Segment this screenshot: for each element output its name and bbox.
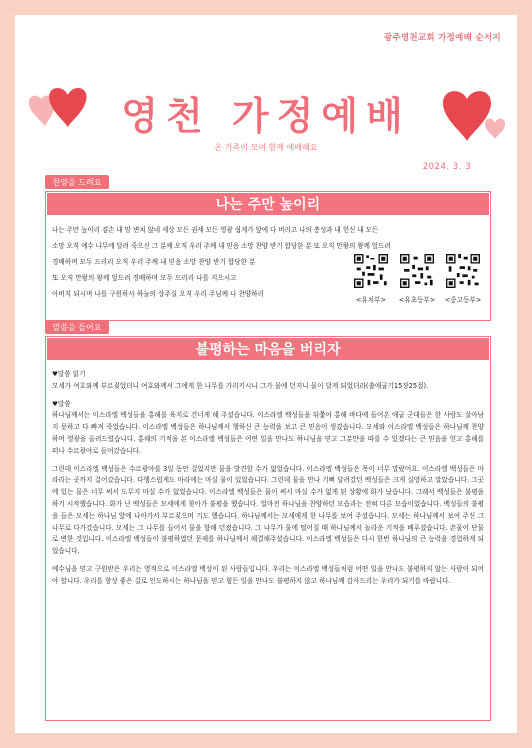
qr-code-icon	[446, 254, 480, 288]
qr-youth[interactable]	[444, 254, 482, 304]
message-heading: ♥말씀	[52, 399, 71, 408]
praise-section-tab: 찬양을 드려요	[45, 175, 109, 189]
sermon-paragraph: 그런데 이스라엘 백성들은 수르광야를 3일 동안 걸었지만 물을 발견할 수가 없었습니다. 이스라엘 백성들은 목이 너무 말랐어요. 이스라엘 백성들은 마라라는 곳까지 걸어갔습니다. 다행스럽게도 마라에는 마실 물이 있었습니다. 그런데 물을 만나 기뻐 달려갔던 백성들은 크게 실망하고 말았습니다. 그곳에 있는 물은 너무 써서 도무지 마실 수가 없었습니다. 이스라엘 백성들은 물이 써서 마실 수가 없게 된 상황에 화가 났습니다. 그래서 백성들은 불평을 하기 시작했습니다. 화가 난 백성들은 모세에게 찾아가 불평을 했습니다. 얼마전 하나님을 찬양하던 모습과는 전혀 다른 모습이었습니다. 백성들의 불평을 들은 모세는 하나님 앞에 나아가서 부르짖으며 기도 했습니다. 하나님께서는 모세에게 한 나무를 보여 주셨습니다. 모세는 하나님께서 보여 주신 그 나무로 다가갔습니다. 모세는 그 나무를 들어서 물을 향해 던졌습니다. 그 나무가 물에 떨어질 때 하나님께서 놀라운 기적을 베푸셨습니다. 쓴물이 단물로 변한 것입니다. 이스라엘 백성들이 불평하였던 문제를 하나님께서 해결해주셨습니다. 이스라엘 백성들은 다시 한번 하나님의 큰 능력을 경험하게 되었습니다.	[52, 464, 484, 556]
qr-label: <유초등부>	[398, 296, 436, 304]
reading-heading: ♥말씀 읽기	[52, 370, 86, 378]
qr-label: <중고등부>	[444, 296, 482, 304]
song-title: 나는 주만 높이리	[47, 193, 489, 215]
lyrics-line: 소망 오직 예수 나무에 달려 죽으신 그 분께 오직 우리 주께 내 믿음 소망 찬양 받기 합당한 분 또 오직 만왕의 왕께 엎드려	[52, 242, 391, 250]
bulletin-date: 2024. 3. 3	[422, 162, 471, 172]
qr-elementary[interactable]	[398, 254, 436, 304]
scripture-text: 모세가 여호와께 부르짖었더니 여호와께서 그에게 한 나무를 가리키시니 그가 물에 던지니 물이 달게 되었더라(출애굽기15장25절).	[52, 381, 429, 390]
qr-kindergarten[interactable]	[352, 254, 390, 304]
church-label: 광주영천교회 가정예배 순서지	[383, 33, 501, 43]
bulletin-page	[15, 15, 517, 733]
qr-code-icon	[354, 254, 388, 288]
sermon-paragraph: 하나님께서는 이스라엘 백성들을 홍해를 육지로 건너게 해 주셨습니다. 이스라엘 백성들을 뒤쫓아 홍해 바다에 들어온 애굽 군대들은 한 사람도 살아남지 못하고 다 빠져 죽었습니다. 이스라엘 백성들은 하나님께서 행하신 큰 능력을 보고 큰 믿음이 생겼습니다. 모세와 이스라엘 백성들은 하나님께 찬양하며 영광을 올려드렸습니다. 홍해의 기적을 본 이스라엘 백성들은 어떤 일을 만나도 하나님을 믿고 그분만을 따를 수 있겠다는 큰 믿음을 얻고 홍해를 떠나 수르광야로 들어갔습니다.	[52, 411, 484, 455]
lyrics-line: 아버지 되시며 나를 구원하사 하늘의 상주실 오직 우리 주님께 나 찬양하리	[52, 290, 265, 298]
sermon-title: 불평하는 마음을 버리자	[47, 338, 489, 360]
qr-label: <유치부>	[355, 296, 387, 304]
lyrics-line: 또 오직 만왕의 왕께 엎드려 경배하며 모두 드리리 나를 지으시고	[52, 274, 237, 282]
qr-code-icon	[400, 254, 434, 288]
praise-section	[45, 191, 491, 321]
sermon-body	[52, 369, 484, 594]
sermon-section-tab: 말씀을 들어요	[45, 320, 109, 334]
sermon-paragraph: 예수님을 믿고 구원받은 우리는 영적으로 이스라엘 백성이 된 사람들입니다. 우리는 이스라엘 백성들처럼 어떤 일을 만나도 불평하지 않는 사람이 되어야 합니다. 우리를 항상 좋은 길로 인도하시는 하나님을 믿고 힘든 일을 만나도 불평하지 않고 하나님께 감사드리는 우리가 되기를 바랍니다.	[52, 564, 484, 585]
page-subtitle: 온 가족이 모여 함께 예배해요	[214, 143, 318, 152]
sermon-section	[45, 336, 491, 721]
page-title: 영천 가정예배	[121, 94, 411, 138]
lyrics-line: 나는 주만 높이리 겸손 내 맘 변치 않네 세상 모든 권세 모든 영광 쉽게가 앞에 다 버리고 나의 충성과 내 헌신 내 모든	[52, 226, 379, 234]
lyrics-line: 경배하며 모두 드리리 오직 우리 주께 내 믿음 소망 찬양 받기 합당한 분	[52, 258, 256, 266]
